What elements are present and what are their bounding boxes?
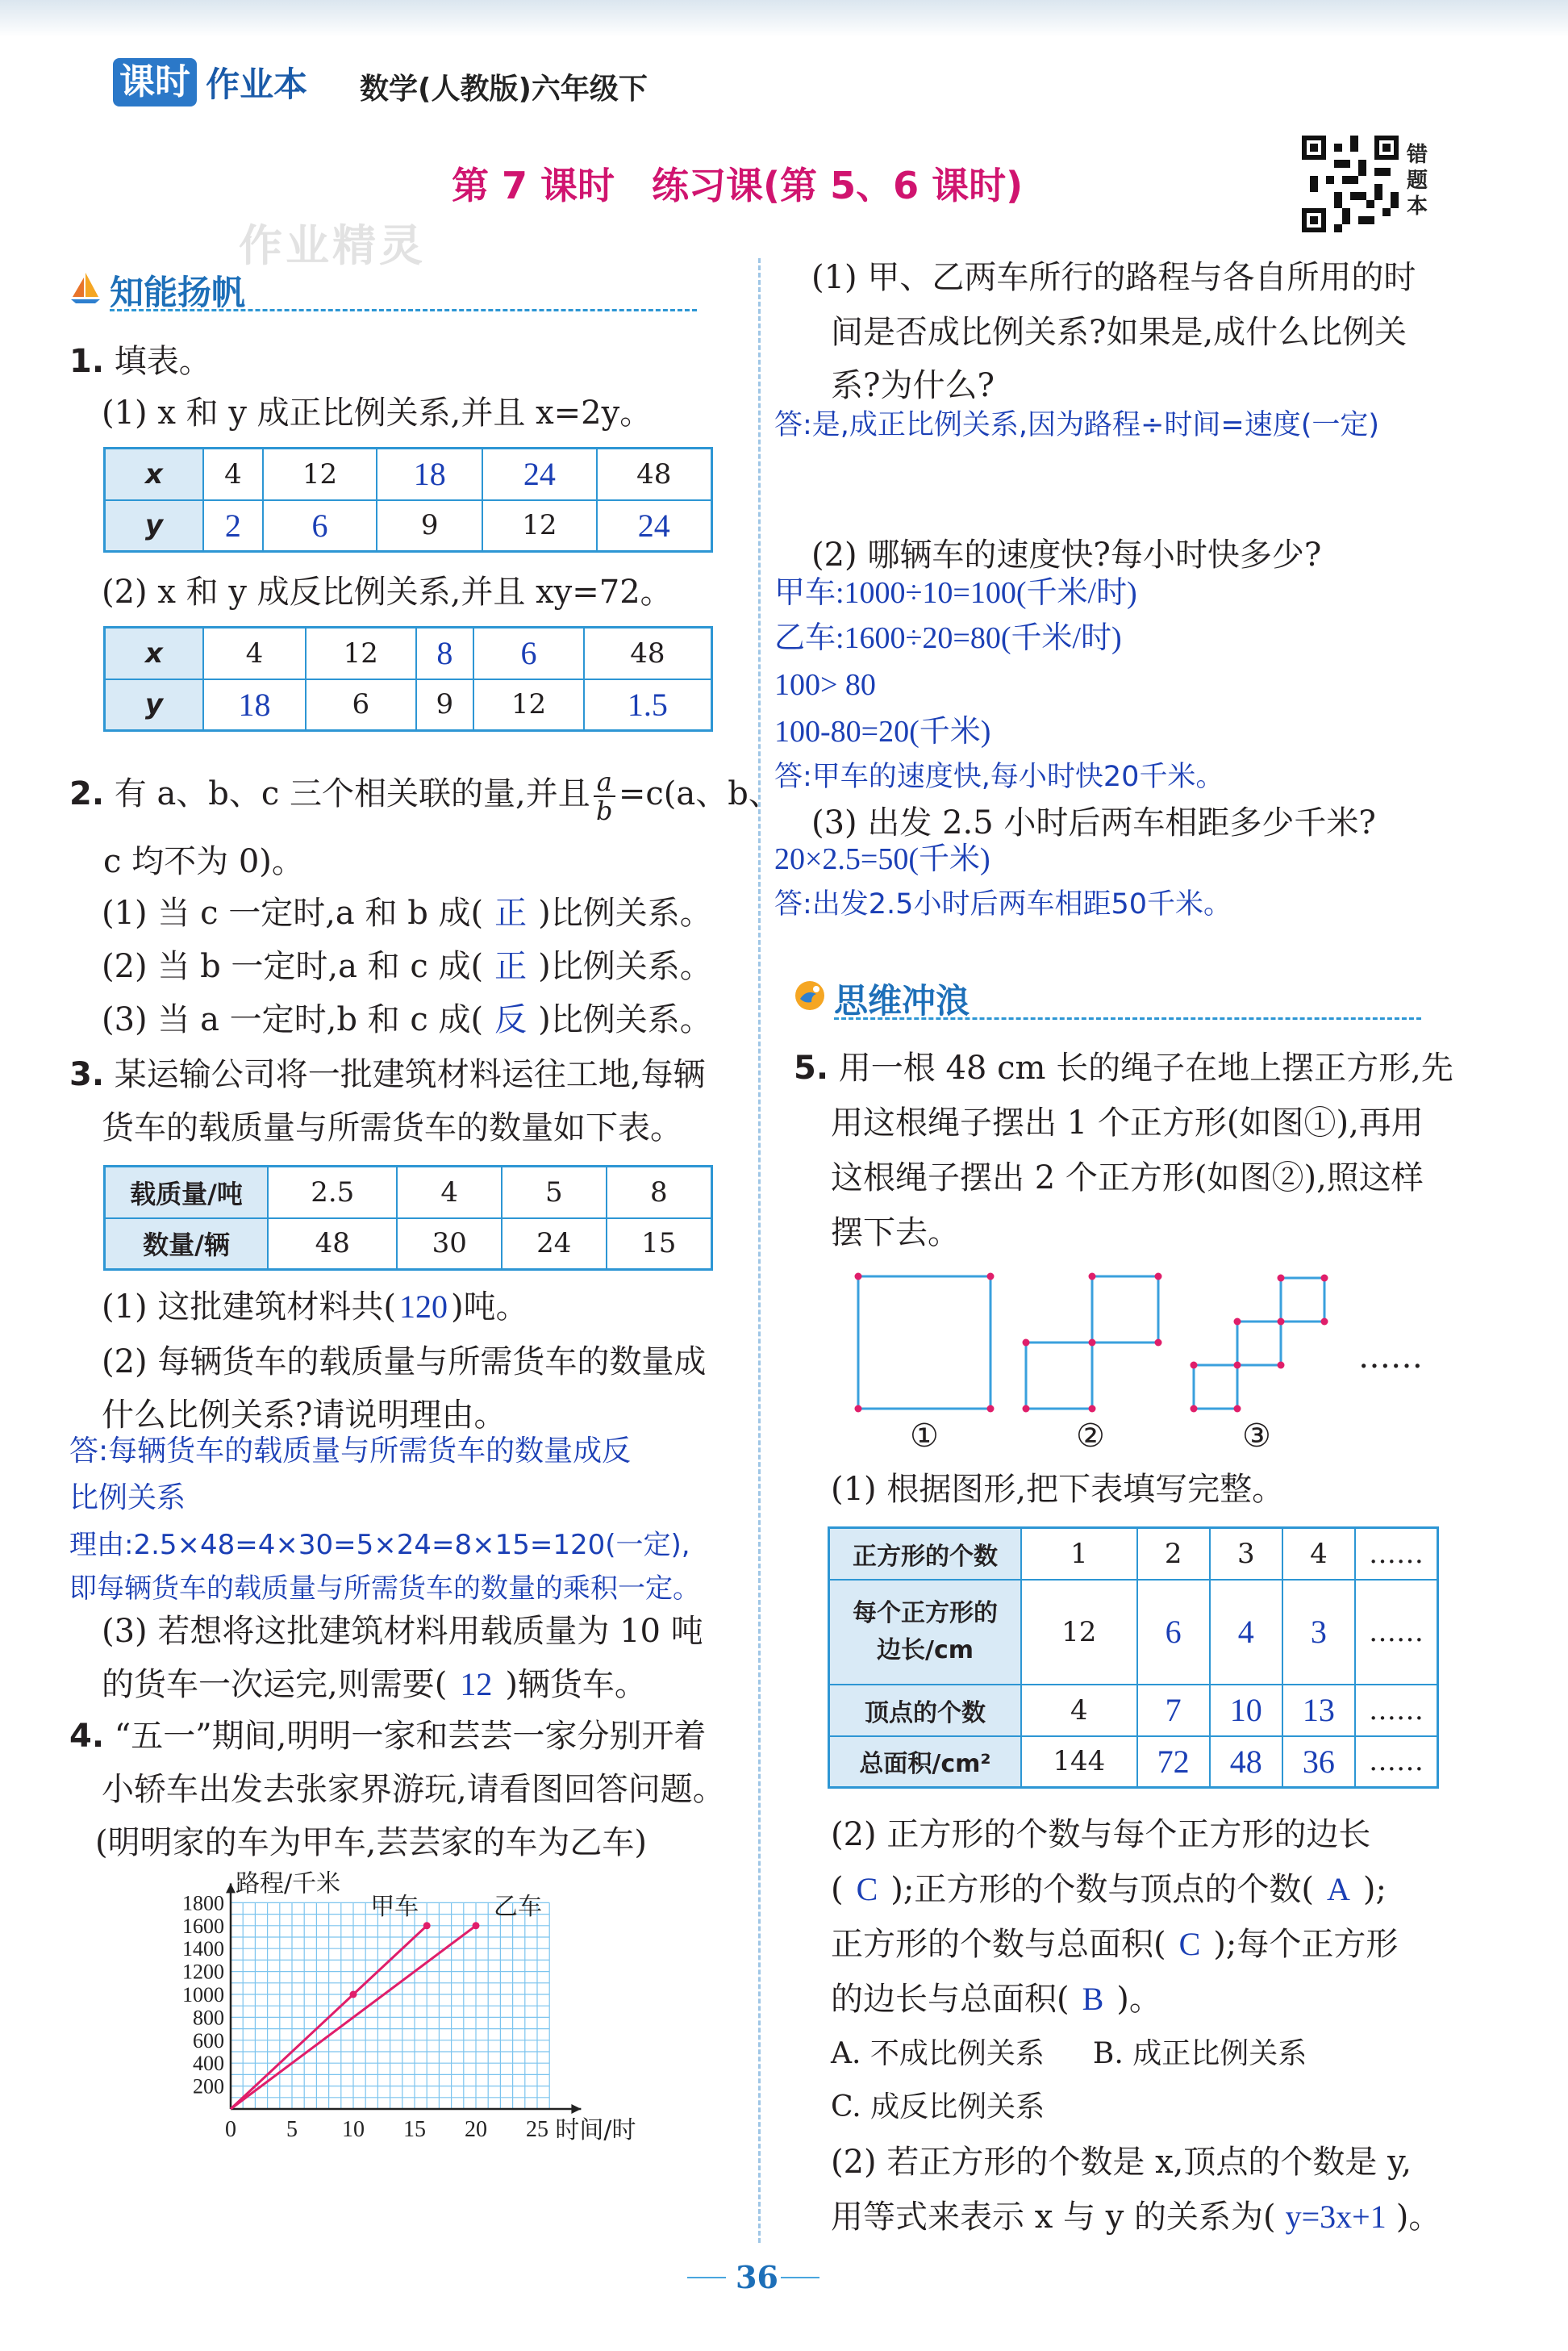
q3-part3-post: )辆货车。 — [505, 1666, 647, 1703]
q5-part3-l2 — [831, 2198, 1441, 2236]
q3-row1-2: 5 — [502, 1167, 607, 1218]
t2-y-3: 12 — [473, 679, 584, 731]
q2-stem — [69, 768, 781, 825]
qr-label: 错题本 — [1407, 143, 1428, 219]
q1-part2: (2) x 和 y 成反比例关系,并且 xy=72。 — [102, 574, 673, 611]
q5-part1: (1) 根据图形,把下表填写完整。 — [831, 1471, 1285, 1508]
q5-option-b: B. 成正比例关系 — [1092, 2037, 1307, 2070]
t1-x-4: 48 — [597, 449, 712, 500]
q1-table-1 — [103, 447, 713, 553]
q4-stem-2: 小轿车出发去张家界游玩,请看图回答问题。 — [102, 1771, 725, 1808]
q2-item-1 — [102, 894, 712, 933]
q5-row2-1: 6 — [1137, 1580, 1210, 1685]
figure-1-dots — [855, 1273, 995, 1413]
q5-row3-3: 13 — [1282, 1685, 1355, 1736]
q4-part2-ans-1: 甲车:1000÷10=100(千米/时) — [774, 576, 1137, 610]
t1-y-2: 9 — [377, 500, 482, 552]
y-tick-label: 1600 — [182, 1914, 224, 1938]
q5-stem-2: 用这根绳子摆出 1 个正方形(如图①),再用 — [831, 1105, 1424, 1142]
t1-y-3: 12 — [482, 500, 596, 552]
q2-item-2 — [102, 947, 712, 986]
q2-number: 2. — [69, 775, 105, 812]
q3-row2-3: 15 — [607, 1218, 712, 1270]
t2-x-0: 4 — [203, 628, 306, 679]
q3-part3-l2 — [102, 1665, 647, 1704]
t2-y-4: 1.5 — [584, 679, 712, 731]
figure-label-2: ② — [1076, 1418, 1105, 1455]
q4-part1-l1: (1) 甲、乙两车所行的路程与各自所用的时 — [811, 259, 1416, 296]
q1-stem — [69, 342, 211, 381]
top-band — [0, 0, 1568, 37]
y-tick-label: 1800 — [182, 1891, 224, 1915]
t1-y-0: 2 — [203, 500, 263, 552]
y-tick-label: 800 — [193, 2006, 224, 2030]
q2-frac-den: b — [596, 795, 613, 826]
q3-part2-l1: (2) 每辆货车的载质量与所需货车的数量成 — [102, 1343, 707, 1380]
t2-x-2: 8 — [416, 628, 473, 679]
q5-row4-0: 144 — [1021, 1736, 1137, 1788]
q5-row2-label-1: 每个正方形的 — [853, 1598, 998, 1627]
q2-item-1-post: )比例关系。 — [538, 895, 712, 932]
page-number: 36 — [736, 2259, 778, 2295]
q2-stem-a: 有 a、b、c 三个相关联的量,并且 — [114, 775, 590, 812]
q3-answer-l4: 即每辆货车的载质量与所需货车的数量的乘积一定。 — [69, 1572, 700, 1605]
t1-x-2: 18 — [377, 449, 482, 500]
q4-stem-1-text: “五一”期间,明明一家和芸芸一家分别开着 — [114, 1718, 707, 1755]
section-header-2 — [792, 975, 1437, 1020]
distance-time-chart — [145, 1870, 710, 2144]
q5-row2-2: 4 — [1210, 1580, 1282, 1685]
q5-part3-pre: 用等式来表示 x 与 y 的关系为( — [831, 2199, 1276, 2236]
x-axis-label: 时间/时 — [555, 2116, 636, 2144]
x-tick-label: 25 — [526, 2117, 548, 2142]
q2-item-3-post: )比例关系。 — [538, 1001, 712, 1038]
t1-x-3: 24 — [482, 449, 596, 500]
q5-row3-label: 顶点的个数 — [829, 1685, 1022, 1736]
q5-row3-0: 4 — [1021, 1685, 1137, 1736]
q3-stem-2: 货车的载质量与所需货车的数量如下表。 — [102, 1109, 682, 1146]
q2-frac-num: a — [594, 768, 615, 797]
sail-icon — [68, 269, 103, 305]
q3-row1-1: 4 — [397, 1167, 502, 1218]
y-tick-label: 600 — [193, 2028, 224, 2052]
q4-part3-ans-1: 20×2.5=50(千米) — [774, 842, 990, 876]
section-rule-1 — [110, 309, 697, 311]
q5-part2-l2-c: ); — [1362, 1871, 1387, 1908]
lesson-title: 第 7 课时 练习课(第 5、6 课时) — [452, 164, 1024, 207]
section-title-1: 知能扬帆 — [110, 273, 246, 312]
q5-part2-l1: (2) 正方形的个数与每个正方形的边长 — [831, 1816, 1371, 1853]
q2-fraction — [594, 768, 615, 825]
q2-stem-b: =c(a、b、 — [618, 775, 781, 812]
q3-part3-l1: (3) 若想将这批建筑材料用载质量为 10 吨 — [102, 1613, 703, 1650]
q5-option-a: A. 不成比例关系 — [831, 2037, 1045, 2070]
q5-row1-1: 2 — [1137, 1528, 1210, 1580]
t1-y-1: 6 — [263, 500, 377, 552]
q2-item-2-answer: 正 — [494, 948, 528, 984]
t2-x-label: x — [105, 628, 204, 679]
y-tick-label: 1000 — [182, 1983, 224, 2006]
q2-item-2-post: )比例关系。 — [538, 948, 712, 985]
t2-x-4: 48 — [584, 628, 712, 679]
q3-stem-1 — [69, 1055, 705, 1094]
y-tick-label: 200 — [193, 2074, 224, 2098]
q2-item-3 — [102, 1000, 712, 1039]
q5-row3-2: 10 — [1210, 1685, 1282, 1736]
logo-text: 作业本 — [206, 65, 308, 104]
q2-item-1-answer: 正 — [494, 895, 528, 931]
q5-row2-3: 3 — [1282, 1580, 1355, 1685]
q3-row1-label: 载质量/吨 — [105, 1167, 269, 1218]
q5-option-c: C. 成反比例关系 — [831, 2090, 1045, 2123]
q3-answer-l3: 理由:2.5×48=4×30=5×24=8×15=120(一定), — [69, 1529, 690, 1561]
q4-part2-ans-4: 100-80=20(千米) — [774, 715, 991, 749]
series-point-2 — [473, 1922, 480, 1929]
q5-table — [828, 1526, 1439, 1789]
logo — [113, 58, 307, 108]
q3-row1-0: 2.5 — [268, 1167, 397, 1218]
figure-label-3: ③ — [1242, 1418, 1271, 1455]
q5-part2-answer-1: C — [856, 1871, 878, 1907]
q5-row4-2: 48 — [1210, 1736, 1282, 1788]
q5-part3-post: )。 — [1395, 2199, 1441, 2236]
q5-part2-l4-a: 的边长与总面积( — [831, 1981, 1070, 2018]
figure-ellipsis: …… — [1358, 1338, 1423, 1376]
q5-part2-l2-b: );正方形的个数与顶点的个数( — [890, 1871, 1314, 1908]
q3-part3-pre: 的货车一次运完,则需要( — [102, 1666, 448, 1703]
footer-rule-right — [781, 2277, 819, 2278]
q3-row2-label: 数量/辆 — [105, 1218, 269, 1270]
q3-part2-l2: 什么比例关系?请说明理由。 — [102, 1397, 507, 1434]
q3-table — [103, 1165, 713, 1271]
t2-y-2: 9 — [416, 679, 473, 731]
series-label-1: 甲车 — [370, 1892, 419, 1921]
q4-part2: (2) 哪辆车的速度快?每小时快多少? — [811, 537, 1322, 574]
x-axis-arrow — [571, 2104, 581, 2114]
q1-table-2 — [103, 626, 713, 732]
series-label-2: 乙车 — [494, 1892, 542, 1921]
q5-row2-label — [829, 1580, 1022, 1685]
q5-row2-label-2: 边长/cm — [877, 1635, 974, 1664]
q3-row1-3: 8 — [607, 1167, 712, 1218]
series-point-1 — [423, 1922, 431, 1929]
x-tick-label: 10 — [342, 2117, 365, 2142]
q3-answer-l2: 比例关系 — [69, 1481, 186, 1514]
q4-part2-ans-5: 答:甲车的速度快,每小时快20千米。 — [774, 761, 1224, 793]
figure-3 — [1194, 1278, 1324, 1409]
q5-stem-3: 这根绳子摆出 2 个正方形(如图②),照这样 — [831, 1159, 1424, 1196]
q1-number: 1. — [69, 343, 105, 380]
q5-part2-l3-b: );每个正方形 — [1213, 1926, 1399, 1963]
t2-x-1: 12 — [306, 628, 416, 679]
q5-part2-l2 — [831, 1870, 1387, 1909]
q2-item-3-pre: (3) 当 a 一定时,b 和 c 成( — [102, 1001, 484, 1038]
q3-part1-pre: (1) 这批建筑材料共( — [102, 1288, 396, 1326]
q2-stem-c: c 均不为 0)。 — [103, 843, 304, 880]
q5-stem-1-text: 用一根 48 cm 长的绳子在地上摆正方形,先 — [838, 1050, 1453, 1087]
q5-row3-1: 7 — [1137, 1685, 1210, 1736]
q5-row3-more: …… — [1355, 1685, 1438, 1736]
subject-label: 数学(人教版)六年级下 — [360, 73, 648, 106]
q4-part3-ans-2: 答:出发2.5小时后两车相距50千米。 — [774, 888, 1232, 921]
series-point-1 — [350, 1991, 357, 1998]
q3-stem-1-text: 某运输公司将一批建筑材料运往工地,每辆 — [114, 1056, 706, 1093]
q5-row2-0: 12 — [1021, 1580, 1137, 1685]
q3-row2-0: 48 — [268, 1218, 397, 1270]
q3-part1-post: )吨。 — [450, 1288, 528, 1326]
section-header-1 — [68, 266, 713, 311]
q4-number: 4. — [69, 1718, 105, 1755]
q3-row2-1: 30 — [397, 1218, 502, 1270]
q2-item-3-answer: 反 — [494, 1001, 528, 1038]
q5-row1-0: 1 — [1021, 1528, 1137, 1580]
q4-part1-l2: 间是否成比例关系?如果是,成什么比例关 — [831, 314, 1407, 351]
section-title-2: 思维冲浪 — [834, 981, 970, 1021]
q1-stem-text: 填表。 — [114, 343, 211, 380]
q3-part3-answer: 12 — [460, 1666, 493, 1702]
t1-y-4: 24 — [597, 500, 712, 552]
q3-part1-answer: 120 — [398, 1288, 448, 1325]
q5-part2-answer-3: C — [1178, 1926, 1201, 1962]
x-tick-label: 0 — [225, 2117, 236, 2142]
q3-number: 3. — [69, 1056, 105, 1093]
figure-label-1: ① — [910, 1418, 939, 1455]
q4-part1-answer: 答:是,成正比例关系,因为路程÷时间=速度(一定) — [774, 409, 1380, 441]
q3-row2-2: 24 — [502, 1218, 607, 1270]
q5-part2-l3-a: 正方形的个数与总面积( — [831, 1926, 1166, 1963]
q3-answer-l1: 答:每辆货车的载质量与所需货车的数量成反 — [69, 1434, 632, 1468]
q4-stem-1 — [69, 1717, 706, 1756]
qr-code — [1302, 136, 1399, 232]
q4-part3: (3) 出发 2.5 小时后两车相距多少千米? — [811, 804, 1376, 841]
x-tick-label: 15 — [403, 2117, 426, 2142]
q1-part1: (1) x 和 y 成正比例关系,并且 x=2y。 — [102, 395, 653, 432]
qr-code-icon — [1302, 136, 1399, 232]
t1-x-1: 12 — [263, 449, 377, 500]
q5-number: 5. — [794, 1050, 829, 1087]
q5-row4-label: 总面积/cm² — [829, 1736, 1022, 1788]
y-tick-label: 1400 — [182, 1937, 224, 1961]
x-tick-label: 5 — [286, 2117, 298, 2142]
q5-row4-3: 36 — [1282, 1736, 1355, 1788]
figure-1 — [858, 1276, 990, 1409]
q5-row4-1: 72 — [1137, 1736, 1210, 1788]
q5-stem-1 — [794, 1049, 1453, 1088]
q5-part2-l4 — [831, 1980, 1161, 2019]
q5-row1-more: …… — [1355, 1528, 1438, 1580]
column-divider — [758, 258, 761, 2243]
q4-stem-3: (明明家的车为甲车,芸芸家的车为乙车) — [95, 1824, 647, 1861]
q5-row2-more: …… — [1355, 1580, 1438, 1685]
q5-row1-label: 正方形的个数 — [829, 1528, 1022, 1580]
logo-badge: 课时 — [113, 58, 197, 106]
t2-x-3: 6 — [473, 628, 584, 679]
q5-part2-answer-4: B — [1082, 1981, 1104, 2017]
q5-row4-more: …… — [1355, 1736, 1438, 1788]
q3-part1 — [102, 1288, 528, 1326]
q5-part3-l1: (2) 若正方形的个数是 x,顶点的个数是 y, — [831, 2144, 1412, 2181]
q5-row1-2: 3 — [1210, 1528, 1282, 1580]
q5-part2-answer-2: A — [1326, 1871, 1350, 1907]
q4-part2-ans-2: 乙车:1600÷20=80(千米/时) — [774, 621, 1122, 655]
q5-part3-answer: y=3x+1 — [1285, 2199, 1387, 2235]
q4-part1-l3: 系?为什么? — [831, 367, 995, 404]
q5-part2-l3 — [831, 1925, 1398, 1964]
t1-x-0: 4 — [203, 449, 263, 500]
t1-x-label: x — [105, 449, 204, 500]
y-tick-label: 1200 — [182, 1960, 224, 1984]
q5-row1-3: 4 — [1282, 1528, 1355, 1580]
figure-3-dots — [1191, 1275, 1328, 1413]
y-axis-label: 路程/千米 — [236, 1870, 341, 1898]
q5-options-ab — [831, 2035, 1307, 2073]
y-axis-arrow — [226, 1883, 236, 1893]
t2-y-0: 18 — [203, 679, 306, 731]
watermark: 作业精灵 — [239, 220, 426, 271]
q5-part2-l2-a: ( — [831, 1871, 844, 1908]
x-tick-label: 20 — [465, 2117, 487, 2142]
q4-part2-ans-3: 100> 80 — [774, 668, 876, 702]
wave-icon — [792, 978, 828, 1013]
t2-y-label: y — [105, 679, 204, 731]
t1-y-label: y — [105, 500, 204, 552]
t2-y-1: 6 — [306, 679, 416, 731]
q2-item-1-pre: (1) 当 c 一定时,a 和 b 成( — [102, 895, 484, 932]
q5-part2-l4-b: )。 — [1116, 1981, 1161, 2018]
q5-stem-4: 摆下去。 — [831, 1214, 960, 1251]
y-tick-label: 400 — [193, 2052, 224, 2076]
q2-item-2-pre: (2) 当 b 一定时,a 和 c 成( — [102, 948, 484, 985]
section-rule-2 — [834, 1017, 1421, 1020]
footer-rule-left — [687, 2277, 726, 2278]
